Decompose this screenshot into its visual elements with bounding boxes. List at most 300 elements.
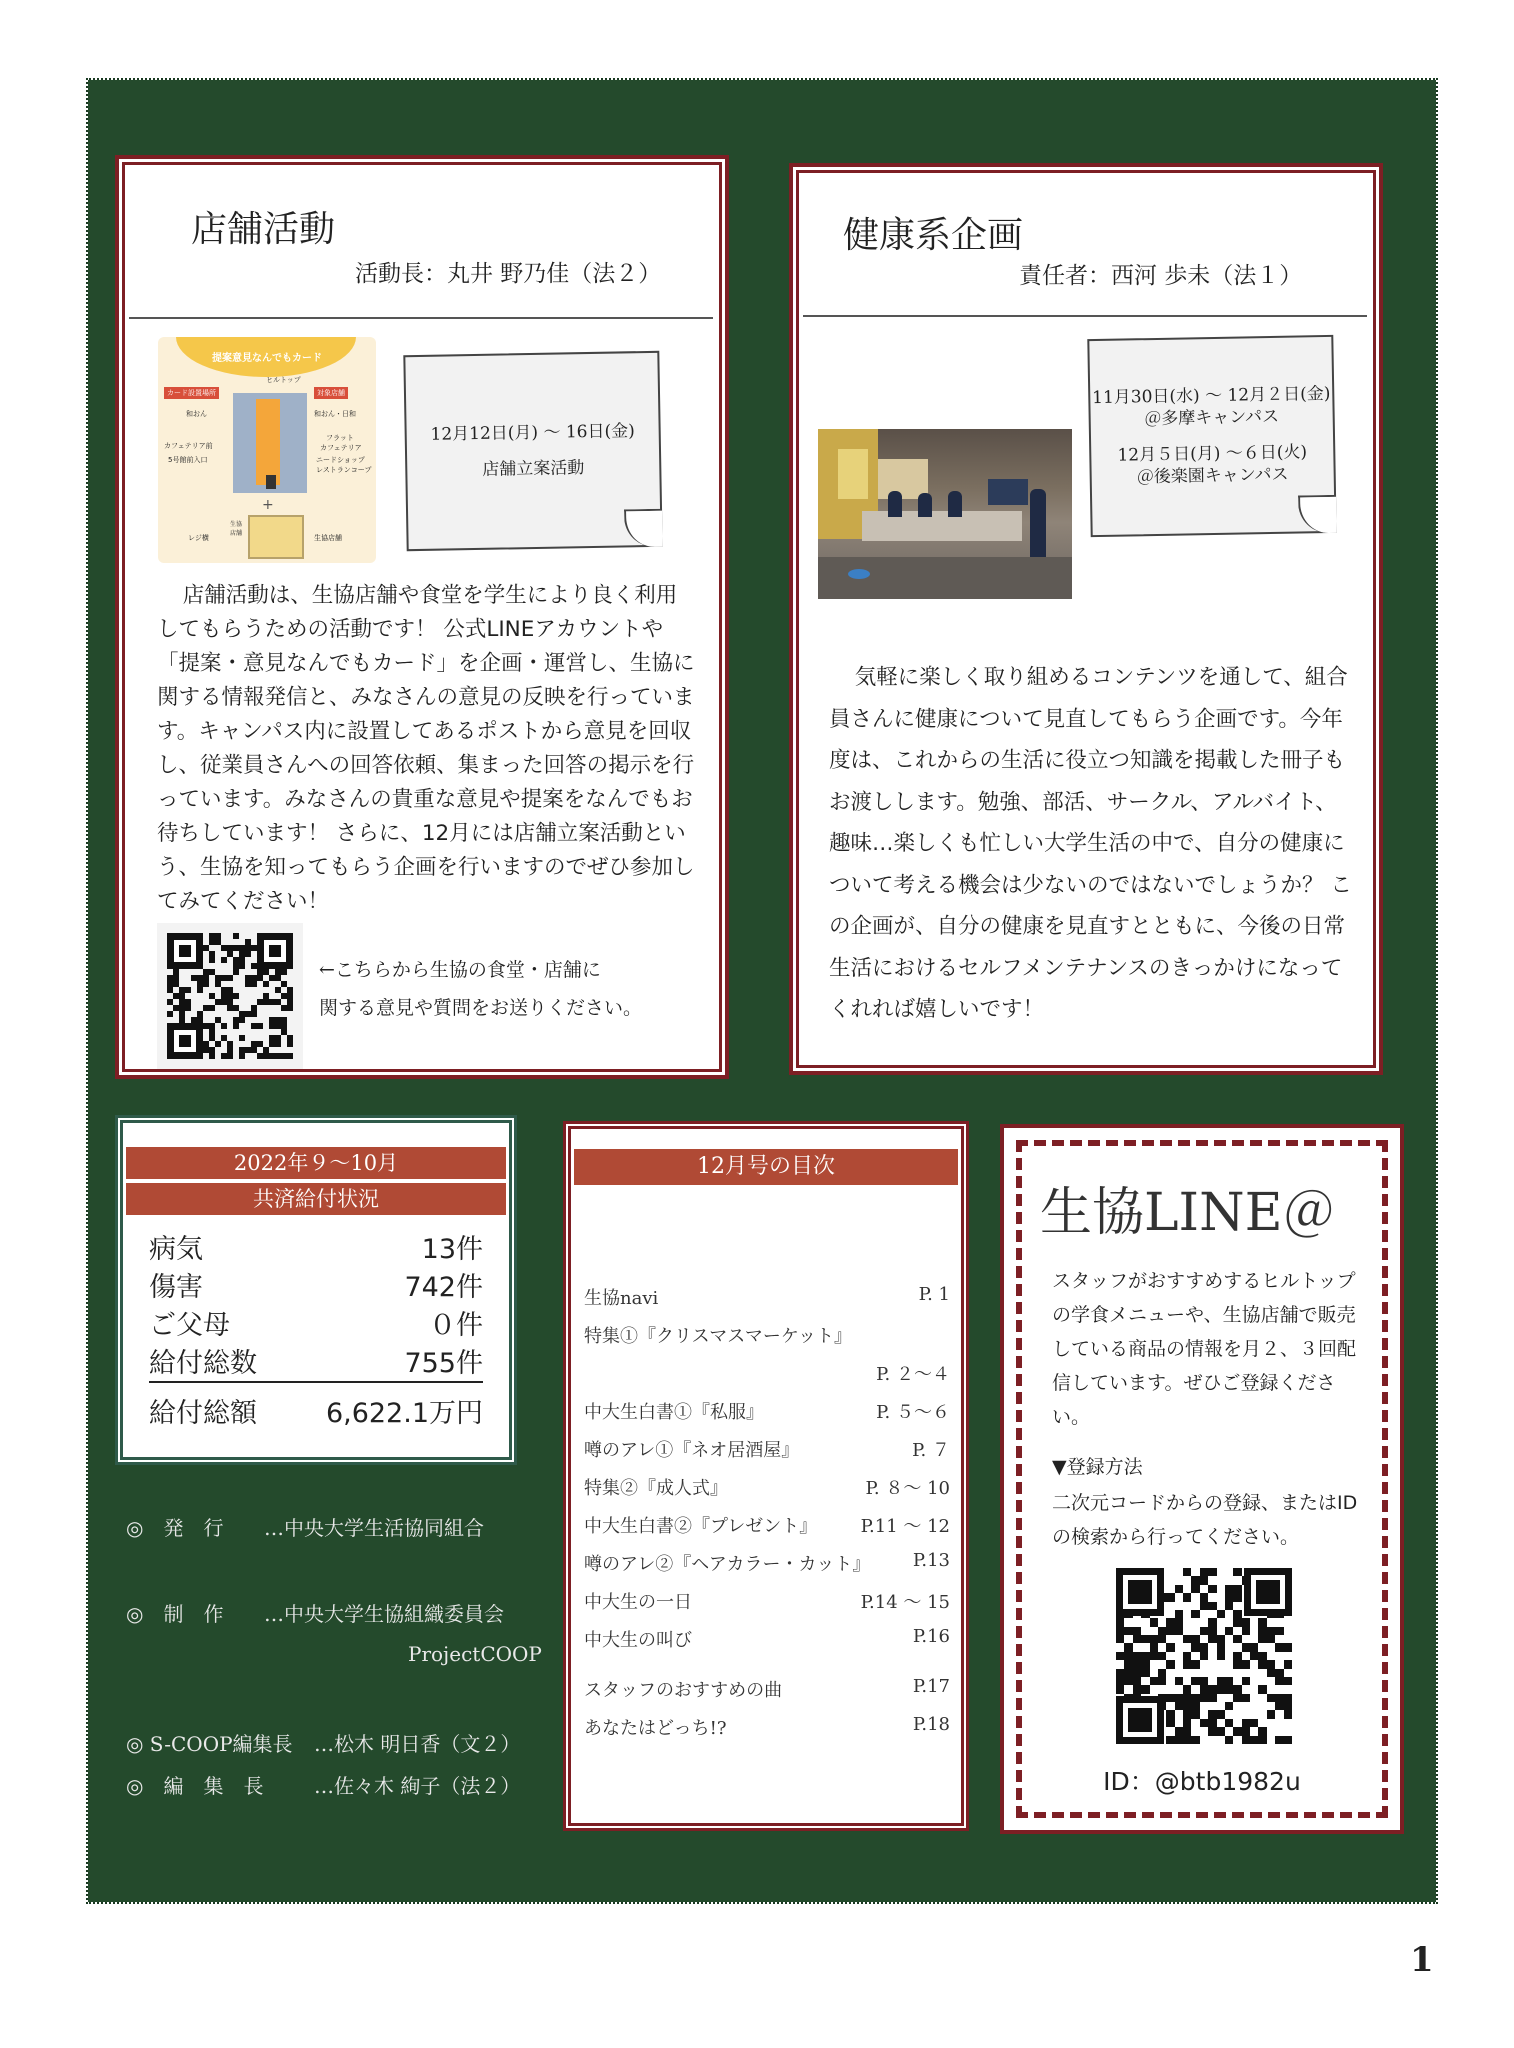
qr-module (1208, 1660, 1216, 1668)
qr-module (1175, 1643, 1183, 1651)
qr-module (1284, 1710, 1292, 1718)
qr-module (1158, 1685, 1166, 1693)
qr-module (1225, 1635, 1233, 1643)
qr-module (1284, 1618, 1292, 1626)
qr-module (1150, 1677, 1158, 1685)
toc-item-title: 中大生の一日 (584, 1592, 692, 1613)
card-label-coop-store: 生協店舗 (230, 521, 243, 537)
qr-module (1233, 1602, 1241, 1610)
qr-module (1233, 1643, 1241, 1651)
benefits-row (149, 1227, 483, 1266)
toc-item[interactable] (584, 1284, 950, 1310)
qr-module (1133, 1627, 1141, 1635)
qr-module (1242, 1736, 1250, 1744)
toc-item-page: P. ７ (912, 1440, 950, 1461)
qr-module (1242, 1710, 1250, 1718)
toc-item[interactable] (584, 1398, 950, 1424)
qr-module (1225, 1610, 1233, 1618)
qr-module (1284, 1719, 1292, 1727)
benefits-label: 病気 (149, 1234, 203, 1265)
credit-chief: …佐々木 絢子（法２） (314, 1774, 521, 1798)
card-label-waon-target: 和おん・日和 (314, 410, 356, 418)
qr-module (1233, 1585, 1241, 1593)
benefits-period: 2022年９～10月 (126, 1147, 506, 1179)
qr-module (1217, 1593, 1225, 1601)
qr-module (1124, 1669, 1132, 1677)
qr-module (1158, 1669, 1166, 1677)
qr-module (1267, 1652, 1275, 1660)
qr-module (1217, 1694, 1225, 1702)
qr-module (1200, 1727, 1208, 1735)
qr-module (1124, 1643, 1132, 1651)
qr-module (1233, 1593, 1241, 1601)
qr-module (1250, 1643, 1258, 1651)
qr-module (1191, 1585, 1199, 1593)
store-qr-text-2: 関する意見や質問をお送りください。 (319, 997, 643, 1019)
card-label-cafeteria: カフェテリア前 (164, 442, 213, 450)
qr-module (1124, 1660, 1132, 1668)
qr-module (1275, 1719, 1283, 1727)
qr-module (1150, 1618, 1158, 1626)
qr-module (1217, 1618, 1225, 1626)
qr-module (1217, 1576, 1225, 1584)
toc-item[interactable] (584, 1714, 950, 1740)
toc-heading: 12月号の目次 (574, 1149, 958, 1185)
qr-module (1200, 1618, 1208, 1626)
qr-module (1116, 1627, 1124, 1635)
qr-module (1191, 1727, 1199, 1735)
qr-module (1217, 1736, 1225, 1744)
qr-module (1208, 1643, 1216, 1651)
qr-module (1208, 1610, 1216, 1618)
health-note-line2: ＠多摩キャンパス (1144, 406, 1280, 430)
credit-producer2: ProjectCOOP (408, 1642, 542, 1666)
qr-module (1183, 1627, 1191, 1635)
qr-module (1191, 1635, 1199, 1643)
qr-module (1258, 1677, 1266, 1685)
toc-item-title: 中大生白書①『私服』 (584, 1402, 764, 1423)
health-leader: 責任者：西河 歩未（法１） (1019, 263, 1303, 289)
qr-module (1250, 1669, 1258, 1677)
qr-module (1191, 1627, 1199, 1635)
qr-module (1217, 1677, 1225, 1685)
toc-item[interactable] (584, 1550, 950, 1576)
qr-module (1258, 1643, 1266, 1651)
toc-item-title: 中大生白書②『プレゼント』 (584, 1516, 818, 1537)
qr-module (1258, 1635, 1266, 1643)
credit-producer-label: ◎ 制 作 (126, 1602, 224, 1626)
qr-module (1225, 1669, 1233, 1677)
qr-module (1225, 1719, 1233, 1727)
qr-module (1141, 1627, 1149, 1635)
qr-module (1233, 1627, 1241, 1635)
qr-module (1267, 1685, 1275, 1693)
qr-module (1124, 1627, 1132, 1635)
qr-module (1225, 1736, 1233, 1744)
toc-item-title: スタッフのおすすめの曲 (584, 1680, 783, 1701)
line-title: 生協LINE＠ (1040, 1183, 1335, 1243)
qr-module (1208, 1576, 1216, 1584)
toc-item[interactable] (584, 1676, 950, 1702)
qr-module (1242, 1727, 1250, 1735)
toc-item[interactable] (584, 1626, 950, 1652)
qr-module (1141, 1660, 1149, 1668)
qr-module (1191, 1702, 1199, 1710)
toc-item-page: P.14 ～ 15 (860, 1592, 950, 1613)
qr-module (1284, 1652, 1292, 1660)
card-location-label: カード設置場所 (164, 387, 219, 399)
qr-module (1191, 1736, 1199, 1744)
qr-module (1141, 1643, 1149, 1651)
line-body: スタッフがおすすめするヒルトップの学食メニューや、生協店舗で販売している商品の情報を月２、３回配信しています。ぜひご登録ください。 (1052, 1270, 1357, 1428)
card-target-label: 対象店舗 (314, 387, 348, 399)
toc-item-page: P. ８～ 10 (865, 1478, 950, 1499)
qr-module (1175, 1593, 1183, 1601)
qr-module (1116, 1669, 1124, 1677)
qr-module (1250, 1635, 1258, 1643)
qr-module (1258, 1736, 1266, 1744)
qr-module (1233, 1719, 1241, 1727)
qr-module (1250, 1710, 1258, 1718)
toc-item-page: P.18 (912, 1714, 950, 1735)
qr-module (1175, 1610, 1183, 1618)
qr-module (1175, 1727, 1183, 1735)
qr-module (1200, 1576, 1208, 1584)
qr-module (1208, 1652, 1216, 1660)
qr-module (1183, 1618, 1191, 1626)
qr-module (1200, 1593, 1208, 1601)
health-divider (803, 315, 1367, 317)
qr-module (1217, 1685, 1225, 1693)
qr-module (1233, 1652, 1241, 1660)
qr-module (1158, 1618, 1166, 1626)
qr-module (1225, 1702, 1233, 1710)
qr-module (1183, 1677, 1191, 1685)
toc-item-page: P.13 (912, 1550, 950, 1571)
store-leader: 活動長：丸井 野乃佳（法２） (355, 261, 662, 287)
qr-module (1166, 1602, 1174, 1610)
qr-module (1250, 1652, 1258, 1660)
qr-module (1200, 1652, 1208, 1660)
qr-module (1217, 1727, 1225, 1735)
qr-module (1233, 1727, 1241, 1735)
qr-module (1208, 1719, 1216, 1727)
qr-module (1141, 1652, 1149, 1660)
benefits-total-row (149, 1391, 483, 1430)
qr-module (1225, 1685, 1233, 1693)
qr-module (1242, 1627, 1250, 1635)
qr-module (1166, 1635, 1174, 1643)
qr-module (1233, 1568, 1241, 1576)
toc-item-title: 噂のアレ②『ヘアカラー・カット』 (584, 1554, 871, 1575)
qr-module (1242, 1635, 1250, 1643)
qr-module (1242, 1643, 1250, 1651)
qr-module (1200, 1635, 1208, 1643)
credit-editor: …松木 明日香（文２） (314, 1732, 521, 1756)
qr-module (1267, 1627, 1275, 1635)
qr-module (1208, 1602, 1216, 1610)
qr-module (1267, 1643, 1275, 1651)
toc-item[interactable] (584, 1360, 950, 1386)
qr-module (1208, 1585, 1216, 1593)
qr-module (1275, 1685, 1283, 1693)
qr-module (1242, 1652, 1250, 1660)
qr-module (1200, 1669, 1208, 1677)
card-label-restaurant: レストランコープ (316, 466, 372, 474)
benefits-row (149, 1303, 483, 1342)
store-qr-code (157, 923, 303, 1069)
qr-module (1166, 1652, 1174, 1660)
card-label-cafeteria2: カフェテリア (320, 444, 362, 452)
qr-module (1175, 1736, 1183, 1744)
qr-module (1166, 1643, 1174, 1651)
qr-module (1166, 1660, 1174, 1668)
qr-module (1233, 1635, 1241, 1643)
qr-module (1275, 1727, 1283, 1735)
qr-module (1267, 1677, 1275, 1685)
qr-module (1233, 1736, 1241, 1744)
qr-module (1158, 1652, 1166, 1660)
qr-module (1183, 1652, 1191, 1660)
qr-module (1275, 1627, 1283, 1635)
toc-item[interactable] (584, 1474, 950, 1500)
benefits-value: 755件 (404, 1348, 483, 1379)
qr-module (1208, 1677, 1216, 1685)
benefits-label: 給付総数 (149, 1348, 257, 1379)
qr-module (1275, 1635, 1283, 1643)
toc-item-page: P.17 (912, 1676, 950, 1697)
qr-module (1183, 1643, 1191, 1651)
qr-module (1200, 1677, 1208, 1685)
qr-module (1208, 1685, 1216, 1693)
qr-module (1191, 1593, 1199, 1601)
card-label-register: レジ横 (188, 534, 209, 542)
qr-module (1233, 1702, 1241, 1710)
qr-module (1200, 1694, 1208, 1702)
toc-item[interactable] (584, 1436, 950, 1462)
qr-module (1225, 1710, 1233, 1718)
qr-module (1133, 1685, 1141, 1693)
qr-module (1200, 1660, 1208, 1668)
toc-item-page: P.16 (912, 1626, 950, 1647)
health-event-photo (818, 429, 1072, 599)
benefits-value: ０件 (429, 1310, 483, 1341)
card-hilltop-label: ヒルトップ (266, 376, 301, 384)
qr-module (1258, 1627, 1266, 1635)
qr-module (1133, 1635, 1141, 1643)
qr-module (1258, 1669, 1266, 1677)
store-event-note (403, 351, 662, 551)
qr-module (1275, 1652, 1283, 1660)
toc-item-title: 生協navi (584, 1288, 659, 1309)
qr-module (1217, 1710, 1225, 1718)
qr-module (1166, 1568, 1174, 1576)
qr-module (1208, 1593, 1216, 1601)
qr-module (1191, 1610, 1199, 1618)
benefits-total-rule (149, 1381, 483, 1383)
credit-issuer: …中央大学生活協同組合 (264, 1516, 484, 1540)
qr-module (1175, 1618, 1183, 1626)
qr-module (1183, 1719, 1191, 1727)
store-body: 店舗活動は、生協店舗や食堂を学生により良く利用してもらうための活動です！ 公式LINEアカウントや「提案・意見なんでもカード」を企画・運営し、生協に関する情報発信と、みなさんの意見の反映を行っています。キャンパス内に設置してあるポストから意見を回収し、従業員さんへの回答依頼、集まった回答の掲示を行っています。みなさんの貴重な意見や提案をなんでもお待ちしています！ さらに、12月には店舗立案活動という、生協を知ってもらう企画を行いますのでぜひ参加してみてください！ (157, 583, 695, 914)
qr-module (1225, 1660, 1233, 1668)
qr-module (1166, 1694, 1174, 1702)
qr-module (1258, 1652, 1266, 1660)
toc-item-page: P. ５～６ (876, 1402, 950, 1423)
qr-module (1116, 1685, 1124, 1693)
qr-module (1225, 1627, 1233, 1635)
toc-item-title: 特集②『成人式』 (584, 1478, 728, 1499)
qr-module (1133, 1643, 1141, 1651)
benefits-panel (120, 1120, 512, 1460)
qr-module (1183, 1610, 1191, 1618)
qr-module (1166, 1576, 1174, 1584)
qr-module (1284, 1660, 1292, 1668)
qr-module (1233, 1660, 1241, 1668)
qr-module (1191, 1677, 1199, 1685)
qr-module (1124, 1652, 1132, 1660)
qr-module (1250, 1736, 1258, 1744)
qr-module (1275, 1702, 1283, 1710)
qr-module (1124, 1685, 1132, 1693)
qr-module (1225, 1602, 1233, 1610)
qr-module (1166, 1677, 1174, 1685)
qr-module (1191, 1576, 1199, 1584)
qr-module (1225, 1694, 1233, 1702)
qr-module (1191, 1694, 1199, 1702)
toc-item[interactable] (584, 1322, 950, 1348)
line-register-heading: ▼登録方法 (1052, 1456, 1143, 1478)
qr-module (1208, 1618, 1216, 1626)
qr-module (1175, 1652, 1183, 1660)
qr-module (1233, 1694, 1241, 1702)
qr-module (1217, 1568, 1225, 1576)
qr-module (1284, 1694, 1292, 1702)
qr-module (1200, 1627, 1208, 1635)
qr-module (1183, 1602, 1191, 1610)
qr-module (1267, 1694, 1275, 1702)
qr-module (1158, 1627, 1166, 1635)
qr-module (1150, 1635, 1158, 1643)
qr-module (1258, 1702, 1266, 1710)
credit-chief-label: ◎ 編 集 長 (126, 1774, 264, 1798)
toc-item-title: 中大生の叫び (584, 1630, 692, 1651)
qr-module (1183, 1736, 1191, 1744)
health-project-panel (796, 170, 1376, 1068)
qr-module (1275, 1710, 1283, 1718)
qr-module (1166, 1710, 1174, 1718)
line-id: ID：@btb1982u (1103, 1767, 1301, 1796)
qr-module (1158, 1643, 1166, 1651)
health-title: 健康系企画 (843, 215, 1024, 256)
benefits-total-label: 給付総額 (149, 1398, 257, 1429)
toc-item-title: 特集①『クリスマスマーケット』 (584, 1326, 853, 1347)
health-note-line3: 12月５日(月) ～６日(火) (1117, 442, 1308, 466)
qr-module (1225, 1618, 1233, 1626)
card-label-building5: 5号館前入口 (168, 456, 208, 464)
qr-module (1175, 1627, 1183, 1635)
qr-module (1200, 1719, 1208, 1727)
qr-module (1250, 1618, 1258, 1626)
store-note-event: 店舗立案活動 (482, 458, 585, 480)
qr-module (1250, 1685, 1258, 1693)
qr-module (1158, 1635, 1166, 1643)
toc-item[interactable] (584, 1512, 950, 1538)
benefits-label: ご父母 (149, 1310, 230, 1341)
benefits-value: 13件 (421, 1234, 483, 1265)
qr-module (1175, 1602, 1183, 1610)
qr-module (1275, 1736, 1283, 1744)
store-note-date: 12月12日(月) ～ 16日(金) (430, 421, 635, 445)
card-label-flat: フラット (326, 434, 354, 442)
qr-module (1208, 1627, 1216, 1635)
qr-module (1208, 1702, 1216, 1710)
qr-module (1233, 1669, 1241, 1677)
qr-module (1200, 1602, 1208, 1610)
health-event-note (1087, 335, 1336, 537)
qr-module (1250, 1719, 1258, 1727)
credit-producer: …中央大学生協組織委員会 (264, 1602, 504, 1626)
qr-module (1208, 1694, 1216, 1702)
toc-item[interactable] (584, 1588, 950, 1614)
qr-module (1284, 1736, 1292, 1744)
qr-module (1166, 1669, 1174, 1677)
qr-module (1166, 1593, 1174, 1601)
qr-module (1267, 1710, 1275, 1718)
qr-module (1133, 1669, 1141, 1677)
qr-module (1225, 1643, 1233, 1651)
qr-module (1275, 1694, 1283, 1702)
qr-module (1124, 1635, 1132, 1643)
qr-module (1116, 1660, 1124, 1668)
benefits-heading: 共済給付状況 (126, 1183, 506, 1215)
qr-module (1166, 1727, 1174, 1735)
qr-module (1242, 1694, 1250, 1702)
qr-module (1166, 1736, 1174, 1744)
qr-module (1175, 1568, 1183, 1576)
qr-module (1217, 1627, 1225, 1635)
qr-module (1208, 1669, 1216, 1677)
qr-module (1191, 1719, 1199, 1727)
qr-module (1225, 1652, 1233, 1660)
qr-module (1233, 1610, 1241, 1618)
qr-module (1183, 1685, 1191, 1693)
line-register-text: 二次元コードからの登録、またはIDの検索から行ってください。 (1052, 1492, 1358, 1548)
qr-module (1258, 1710, 1266, 1718)
qr-module (1124, 1618, 1132, 1626)
qr-module (1242, 1702, 1250, 1710)
toc-item-title: あなたはどっち!? (584, 1718, 727, 1739)
qr-module (1150, 1660, 1158, 1668)
qr-module (1133, 1660, 1141, 1668)
qr-module (1166, 1719, 1174, 1727)
qr-module (1141, 1669, 1149, 1677)
qr-module (1166, 1618, 1174, 1626)
qr-module (1166, 1610, 1174, 1618)
qr-module (1183, 1585, 1191, 1593)
qr-module (1284, 1643, 1292, 1651)
qr-module (1233, 1576, 1241, 1584)
qr-module (1191, 1652, 1199, 1660)
qr-module (1275, 1660, 1283, 1668)
qr-module (1217, 1635, 1225, 1643)
qr-module (1191, 1685, 1199, 1693)
qr-module (1183, 1702, 1191, 1710)
qr-module (1200, 1610, 1208, 1618)
qr-module (1116, 1677, 1124, 1685)
qr-module (1225, 1727, 1233, 1735)
qr-module (1208, 1710, 1216, 1718)
